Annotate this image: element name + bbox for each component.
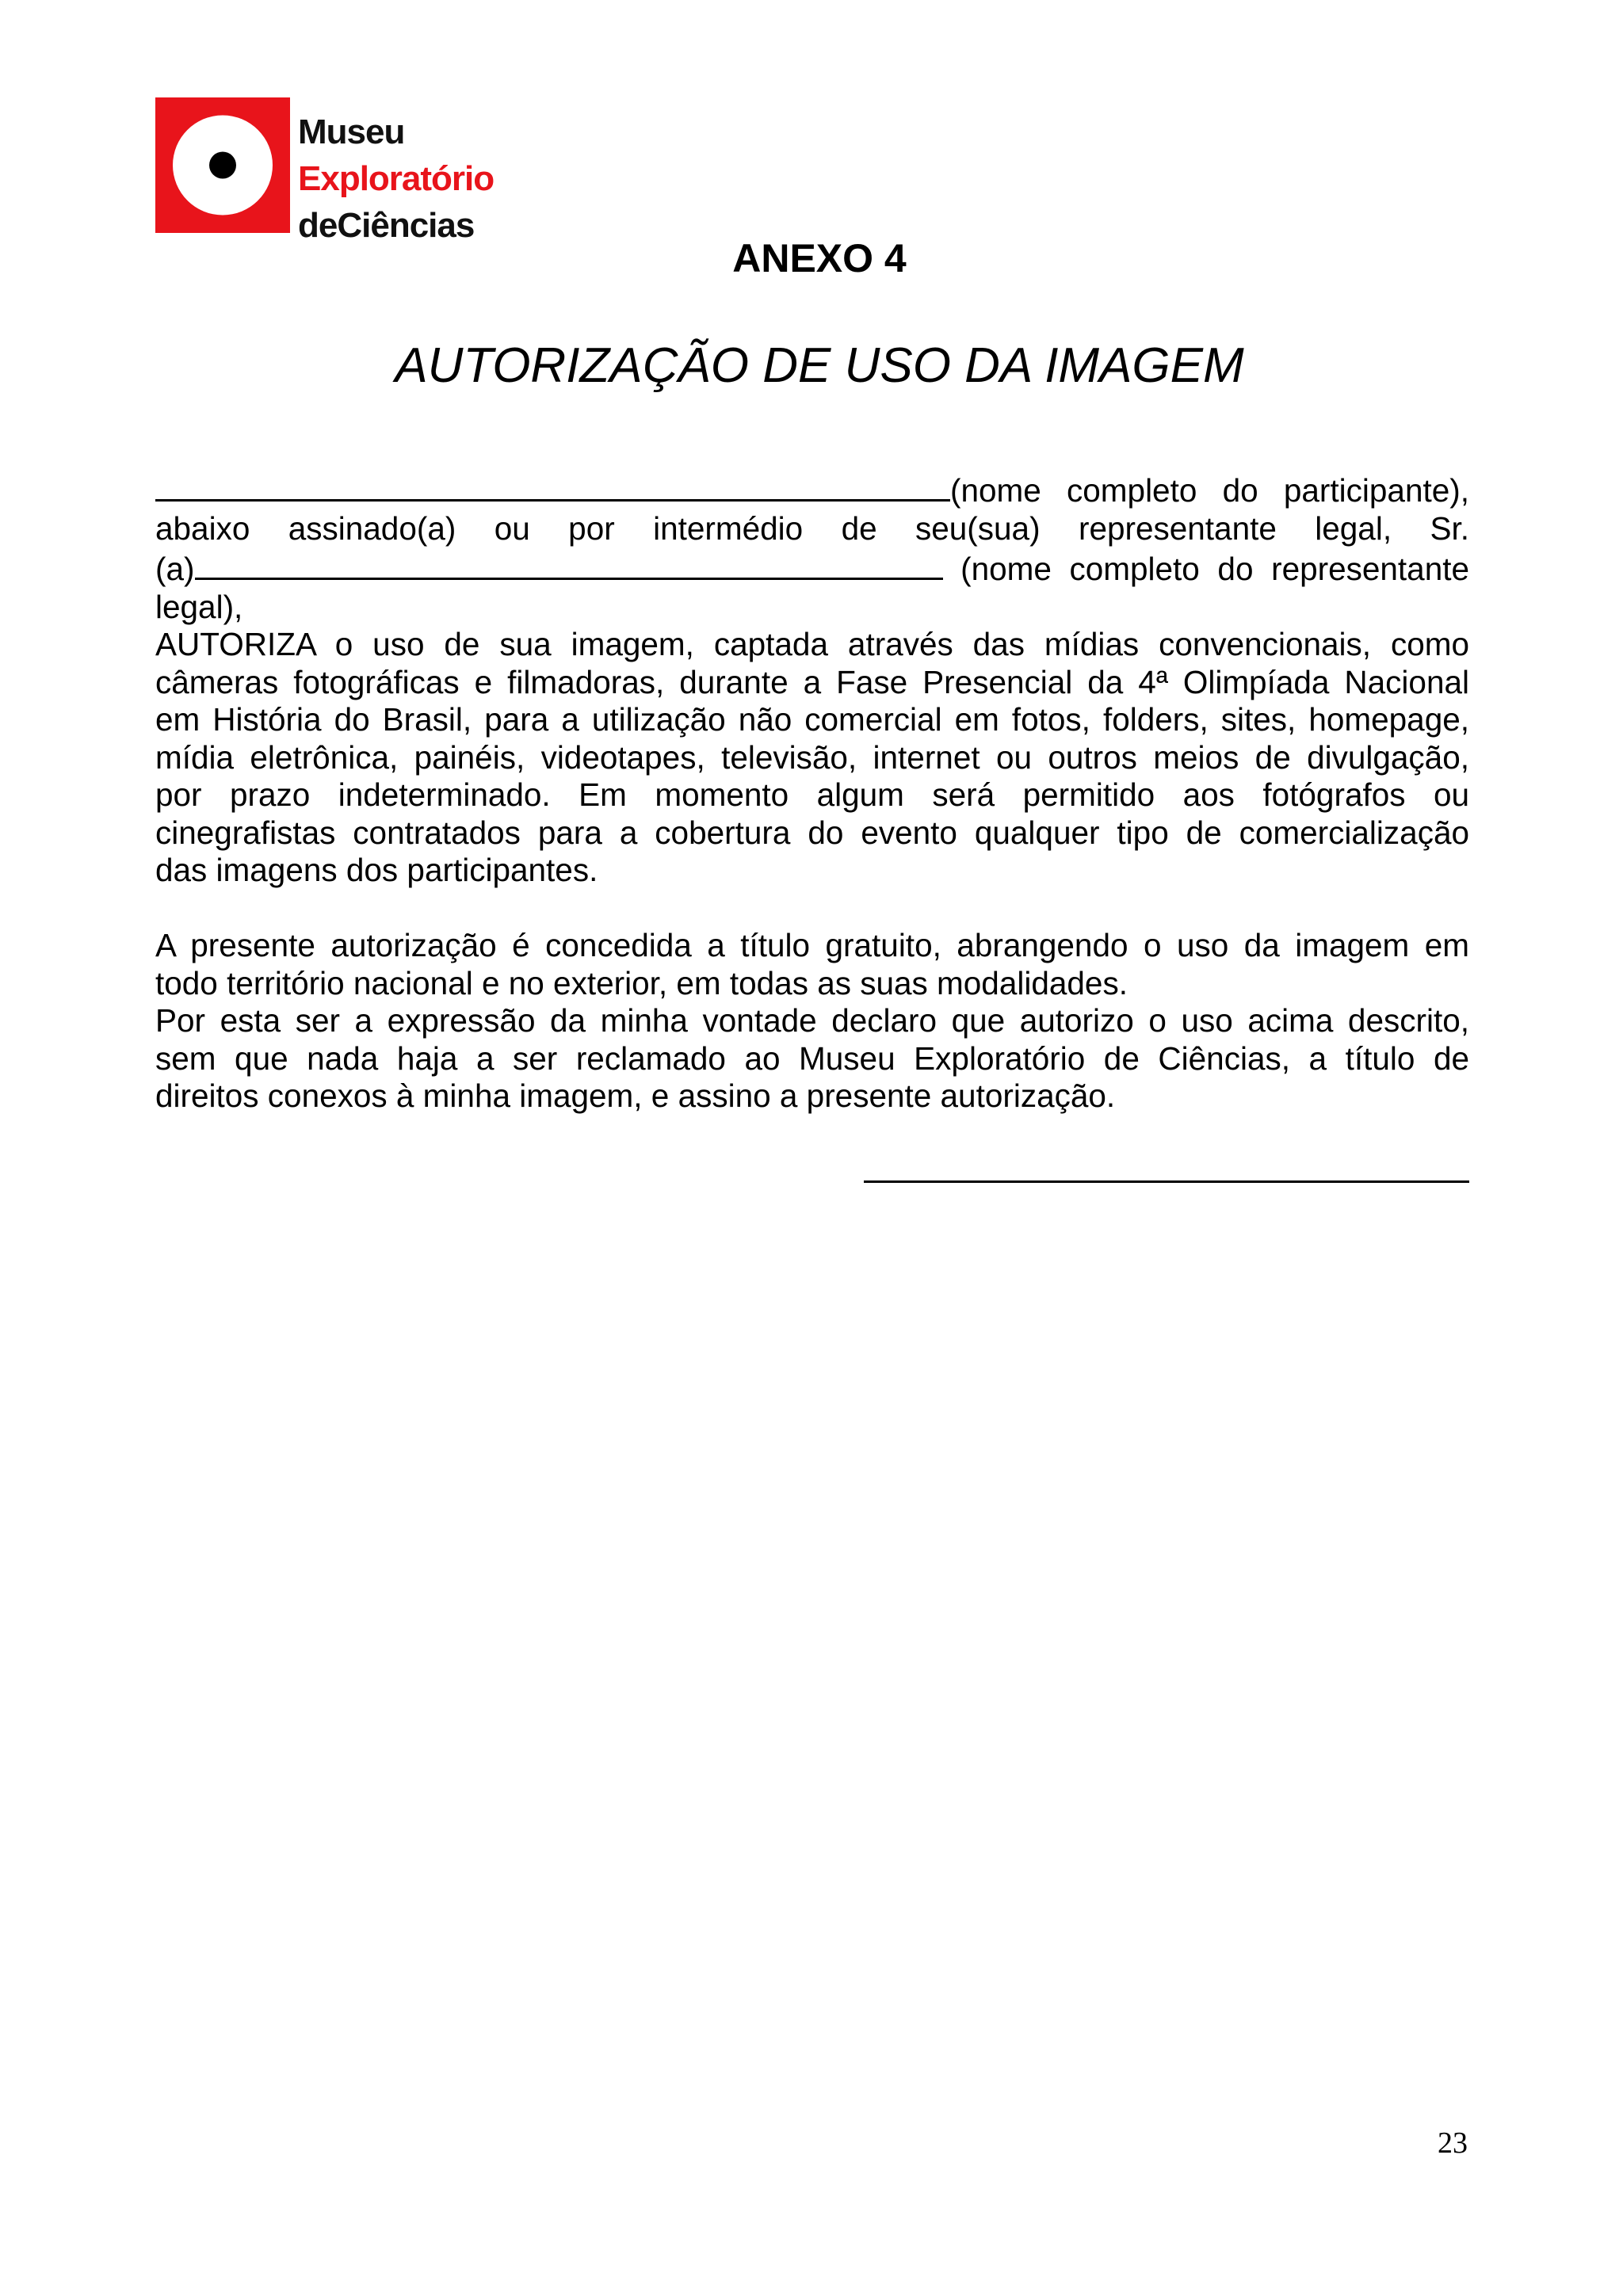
- participant-name-blank: [155, 469, 950, 502]
- text-line: AUTORIZA o uso de sua imagem, captada através das mídias convencionais, como: [155, 626, 1469, 662]
- signature-line: [864, 1180, 1469, 1183]
- representative-prefix: (a): [155, 551, 195, 587]
- representative-name-caption: (nome completo do representante: [942, 551, 1469, 587]
- logo-eye-icon: [155, 97, 290, 233]
- logo-line-museu: Museu: [298, 113, 405, 151]
- paragraph-identification: [155, 469, 1469, 626]
- text-line: cinegrafistas contratados para a cobertura do evento qualquer tipo de comercialização: [155, 814, 1469, 851]
- paragraph-authorization: [155, 626, 1469, 890]
- text-line: direitos conexos à minha imagem, e assino a presente autorização.: [155, 1077, 1116, 1114]
- text-line: abaixo assinado(a) ou por intermédio de seu(sua) representante legal, Sr.: [155, 509, 1469, 547]
- text-line: A presente autorização é concedida a título gratuito, abrangendo o uso da imagem em: [155, 927, 1469, 963]
- text-line: Por esta ser a expressão da minha vontade declaro que autorizo o uso acima descrito,: [155, 1002, 1469, 1039]
- text-line: legal),: [155, 588, 243, 625]
- participant-name-line: [155, 469, 1469, 510]
- participant-name-caption: (nome completo do participante),: [950, 472, 1469, 509]
- text-line: por prazo indeterminado. Em momento algum será permitido aos fotógrafos ou: [155, 776, 1469, 813]
- document-title: AUTORIZAÇÃO DE USO DA IMAGEM: [395, 338, 1244, 393]
- text-line: câmeras fotográficas e filmadoras, durante a Fase Presencial da 4ª Olimpíada Nacional: [155, 663, 1469, 700]
- document-body: [155, 469, 1469, 1116]
- text-line: mídia eletrônica, painéis, videotapes, televisão, internet ou outros meios de divulgação,: [155, 738, 1469, 776]
- text-line: sem que nada haja a ser reclamado ao Museu Exploratório de Ciências, a título de: [155, 1039, 1469, 1077]
- museum-logo: [155, 97, 528, 245]
- logo-line-exploratorio: Exploratório: [298, 159, 495, 198]
- text-line: em História do Brasil, para a utilização não comercial em fotos, folders, sites, homepage,: [155, 701, 1469, 738]
- logo-wordmark: [298, 109, 494, 249]
- page-number: 23: [1438, 2126, 1468, 2160]
- paragraph-terms: [155, 927, 1469, 1116]
- logo-line-deciencias: deCiências: [298, 206, 475, 245]
- paragraph-spacer: [155, 890, 1469, 928]
- text-line: todo território nacional e no exterior, em todas as suas modalidades.: [155, 964, 1128, 1001]
- text-line: das imagens dos participantes.: [155, 852, 598, 888]
- representative-name-line: [155, 547, 1469, 589]
- representative-name-blank: [195, 547, 943, 580]
- annex-label: ANEXO 4: [732, 236, 907, 280]
